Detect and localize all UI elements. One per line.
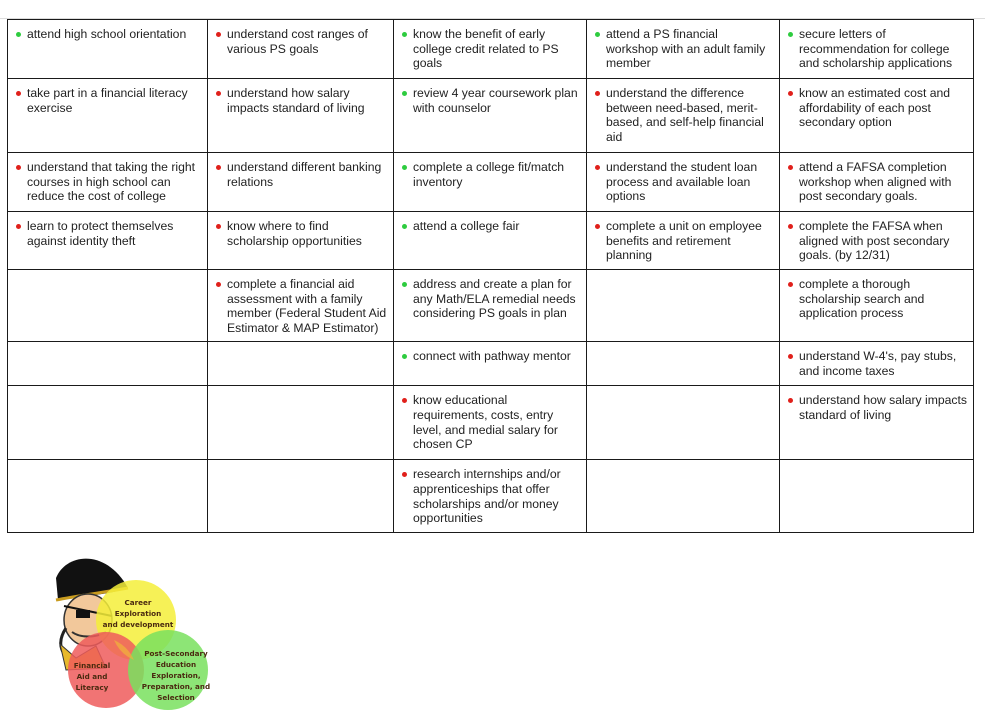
table-row (8, 386, 974, 460)
cell-text: attend a PS financial workshop with an adult family member (606, 27, 766, 71)
red-bullet-icon (788, 224, 793, 229)
list-item (15, 27, 201, 42)
table-cell (587, 386, 780, 460)
table-cell (8, 342, 208, 386)
table-cell (587, 212, 780, 270)
list-item (215, 86, 387, 115)
cell-text: learn to protect themselves against identity theft (27, 219, 174, 248)
red-bullet-icon (788, 282, 793, 287)
venn-ps-label-3: Exploration, (151, 671, 201, 680)
cell-text: attend a college fair (413, 219, 520, 233)
list-item (215, 160, 387, 189)
cell-text: address and create a plan for any Math/ELA remedial needs considering PS goals in plan (413, 277, 576, 321)
table-cell (8, 79, 208, 153)
table-cell (208, 342, 394, 386)
cell-text: understand different banking relations (227, 160, 382, 189)
red-bullet-icon (16, 165, 21, 170)
venn-financial-label-2: Aid and (76, 672, 108, 681)
list-item (401, 219, 580, 234)
red-bullet-icon (595, 224, 600, 229)
red-bullet-icon (788, 398, 793, 403)
red-bullet-icon (402, 398, 407, 403)
venn-career-label-2: Exploration (114, 609, 162, 618)
table-cell (780, 153, 974, 212)
table-cell (780, 460, 974, 533)
table-cell (587, 20, 780, 79)
table-cell (208, 79, 394, 153)
red-bullet-icon (16, 91, 21, 96)
cell-text: complete a thorough scholarship search and application process (799, 277, 925, 321)
table-row (8, 342, 974, 386)
table-row (8, 270, 974, 342)
list-item (15, 219, 201, 248)
red-bullet-icon (788, 354, 793, 359)
green-bullet-icon (402, 354, 407, 359)
cell-text: know where to find scholarship opportunities (227, 219, 362, 248)
table-cell (394, 270, 587, 342)
list-item (15, 86, 201, 115)
cell-text: know an estimated cost and affordability of each post secondary option (799, 86, 951, 130)
red-bullet-icon (216, 165, 221, 170)
table-row (8, 20, 974, 79)
venn-ps-label-1: Post-Secondary (144, 649, 208, 658)
cell-text: understand how salary impacts standard of living (799, 393, 968, 422)
table-row (8, 153, 974, 212)
cell-text: understand cost ranges of various PS goals (227, 27, 368, 56)
list-item (215, 219, 387, 248)
venn-career-label-1: Career (124, 598, 152, 607)
table-cell (208, 212, 394, 270)
list-item (594, 27, 773, 71)
table-row (8, 212, 974, 270)
table-cell (394, 79, 587, 153)
table-cell (394, 20, 587, 79)
cell-text: complete a financial aid assessment with a family member (Federal Student Aid Estimator & MAP Estimator) (227, 277, 387, 335)
table-cell (394, 153, 587, 212)
green-bullet-icon (402, 165, 407, 170)
red-bullet-icon (402, 472, 407, 477)
red-bullet-icon (595, 91, 600, 96)
goals-table (7, 19, 974, 533)
logo-graphic (36, 548, 216, 716)
list-item (401, 393, 580, 451)
table-cell (208, 270, 394, 342)
cell-text: connect with pathway mentor (413, 349, 571, 364)
list-item (215, 27, 387, 56)
green-bullet-icon (402, 282, 407, 287)
table-cell (208, 460, 394, 533)
cell-text: secure letters of recommendation for college and scholarship applications (799, 27, 953, 71)
cell-text: attend a FAFSA completion workshop when aligned with post secondary goals. (799, 160, 952, 204)
list-item (401, 277, 580, 321)
table-cell (208, 20, 394, 79)
table-cell (8, 270, 208, 342)
table-cell (587, 342, 780, 386)
table-cell (587, 79, 780, 153)
pirate-venn-logo (36, 548, 216, 716)
cell-text: understand the student loan process and available loan options (606, 160, 758, 204)
red-bullet-icon (216, 32, 221, 37)
venn-career-label-3: and development (102, 620, 174, 629)
table-cell (587, 270, 780, 342)
cell-text: know the benefit of early college credit related to PS goals (413, 27, 559, 71)
list-item (787, 349, 967, 378)
red-bullet-icon (216, 282, 221, 287)
table-row (8, 460, 974, 533)
list-item (594, 219, 773, 263)
list-item (401, 349, 580, 364)
table-cell (8, 153, 208, 212)
red-bullet-icon (216, 91, 221, 96)
table-row (8, 79, 974, 153)
red-bullet-icon (788, 91, 793, 96)
table-cell (8, 212, 208, 270)
venn-financial-label-1: Financial (73, 661, 111, 670)
list-item (401, 27, 580, 71)
cell-text: complete the FAFSA when aligned with post secondary goals. (by 12/31) (799, 219, 950, 263)
page-top-divider (0, 0, 985, 19)
list-item (787, 27, 967, 71)
list-item (787, 277, 967, 321)
venn-financial-label-3: Literacy (75, 683, 109, 692)
table-cell (394, 460, 587, 533)
cell-text: attend high school orientation (27, 27, 187, 41)
table-cell (8, 386, 208, 460)
venn-ps-label-2: Education (155, 660, 197, 669)
cell-text: complete a college fit/match inventory (413, 160, 565, 189)
table-cell (587, 460, 780, 533)
table-cell (208, 153, 394, 212)
list-item (401, 467, 580, 525)
table-cell (587, 153, 780, 212)
green-bullet-icon (595, 32, 600, 37)
table-cell (8, 20, 208, 79)
table-cell (780, 386, 974, 460)
cell-text: understand W-4's, pay stubs, and income taxes (799, 349, 957, 378)
green-bullet-icon (402, 91, 407, 96)
green-bullet-icon (402, 32, 407, 37)
red-bullet-icon (788, 165, 793, 170)
green-bullet-icon (16, 32, 21, 37)
cell-text: know educational requirements, costs, entry level, and medial salary for chosen CP (413, 393, 558, 452)
cell-text: understand how salary impacts standard of living (227, 86, 365, 115)
list-item (15, 160, 201, 204)
cell-text: understand the difference between need-based, merit-based, and self-help financial aid (606, 86, 764, 144)
red-bullet-icon (16, 224, 21, 229)
table-cell (8, 460, 208, 533)
table-cell (780, 20, 974, 79)
list-item (787, 86, 967, 130)
cell-text: research internships and/or apprenticeships that offer scholarships and/or money opportunities (413, 467, 561, 526)
list-item (401, 160, 580, 189)
venn-ps-label-4: Preparation, and (141, 682, 211, 691)
list-item (215, 277, 387, 335)
green-bullet-icon (788, 32, 793, 37)
table-cell (394, 386, 587, 460)
cell-text: complete a unit on employee benefits and retirement planning (606, 219, 762, 263)
table-cell (780, 342, 974, 386)
table-cell (208, 386, 394, 460)
list-item (594, 86, 773, 144)
list-item (787, 393, 967, 422)
green-bullet-icon (402, 224, 407, 229)
list-item (787, 160, 967, 204)
cell-text: take part in a financial literacy exercise (27, 86, 188, 115)
list-item (401, 86, 580, 115)
list-item (787, 219, 967, 263)
table-cell (394, 342, 587, 386)
table-cell (394, 212, 587, 270)
cell-text: understand that taking the right courses in high school can reduce the cost of college (27, 160, 196, 204)
table-cell (780, 79, 974, 153)
table-cell (780, 212, 974, 270)
cell-text: review 4 year coursework plan with counselor (413, 86, 578, 115)
table-cell (780, 270, 974, 342)
red-bullet-icon (595, 165, 600, 170)
red-bullet-icon (216, 224, 221, 229)
list-item (594, 160, 773, 204)
venn-ps-label-5: Selection (157, 693, 195, 702)
